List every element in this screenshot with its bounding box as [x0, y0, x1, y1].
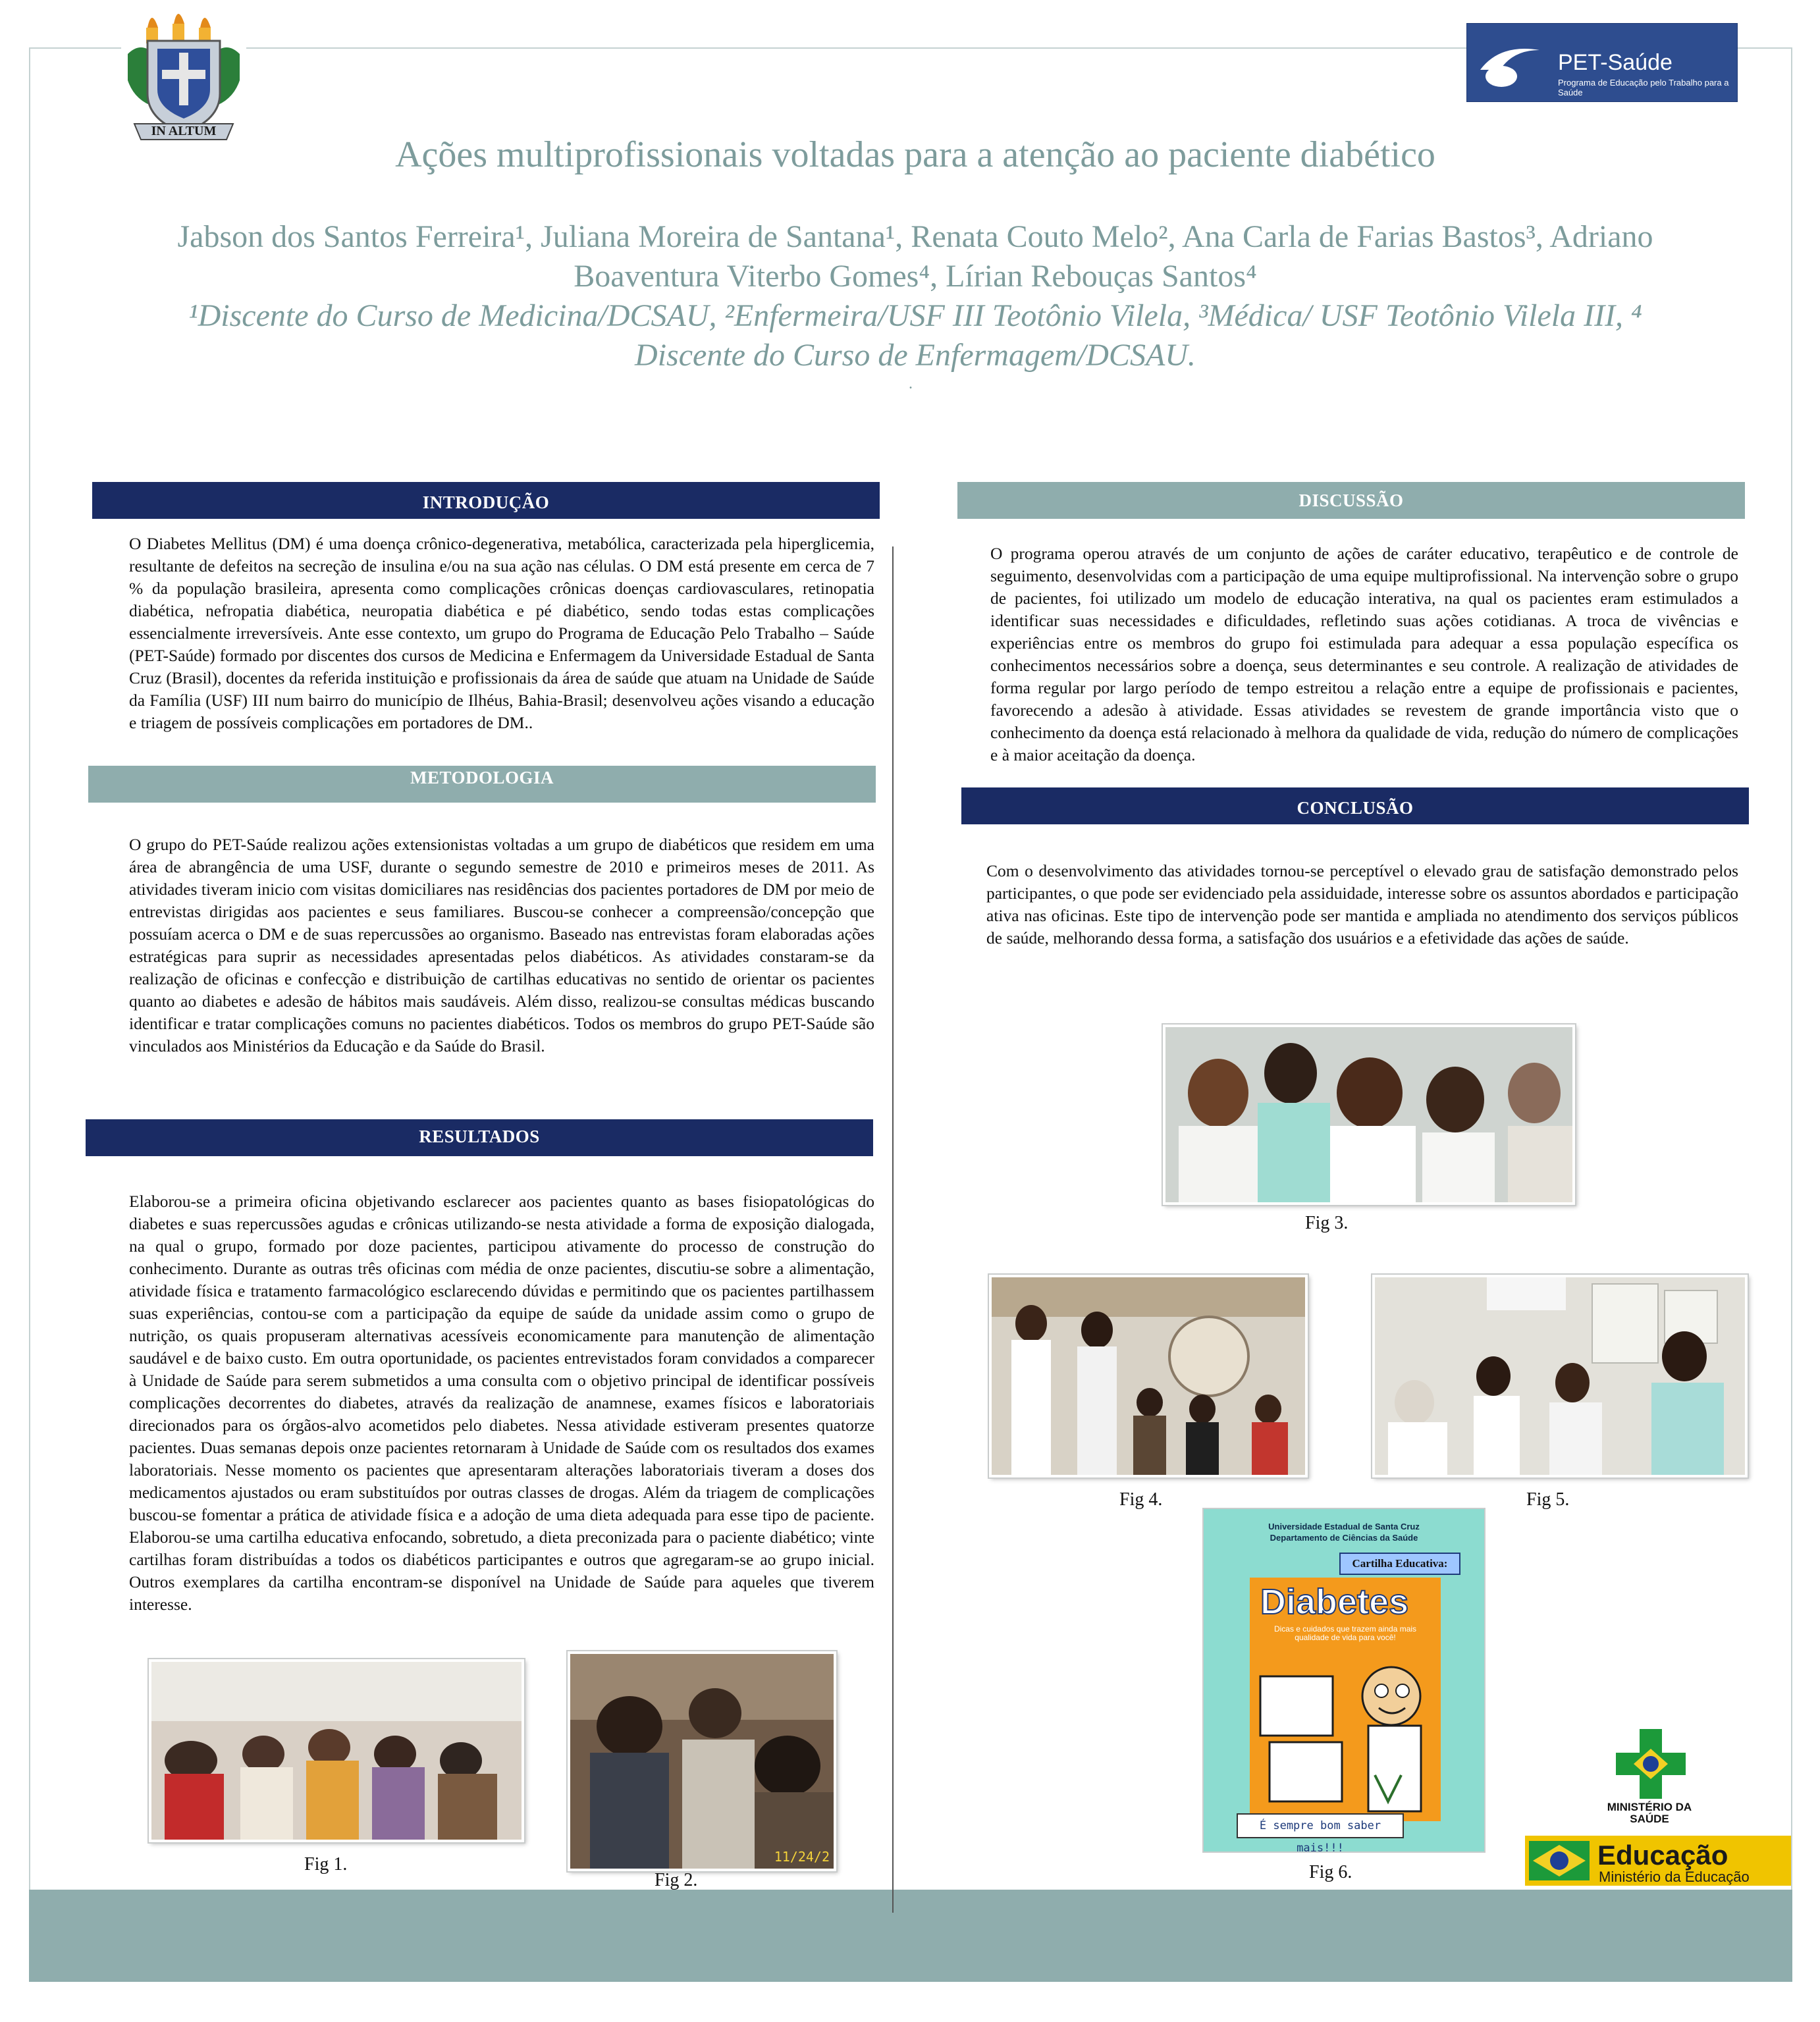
discussao-text: O programa operou através de um conjunto de ações de caráter educativo, terapêutico e de controle de seguimento, desenvolvidas com a participação de uma equipe multiprofissional. Na intervenção sobre o grupo de pacientes, foi utilizado um modelo de educação interativa, na qual os pacientes eram estimulados a identificar suas necessidades e dificuldades, refletindo suas ações cotidianas. A troca de vivências e experiências entre os membros do grupo foi estimulada para adequar a essa população específica os conhecimentos necessários sobre a doença, seus determinantes e seu controle. A realização de atividades de forma regular por largo período de tempo estreitou a relação entre a equipe de profissionais e pacientes, favorecendo a adesão à atividade. Essas atividades se revestem de grande importância visto que o conhecimento da doença está relacionado à melhora da qualidade de vida, redução do número de complicações e à maior aceitação da doença.	[990, 544, 1738, 764]
fig2-date-stamp: 11/24/2	[774, 1849, 830, 1865]
authors-line-1: Jabson dos Santos Ferreira¹, Juliana Moreira de Santana¹, Renata Couto Melo², Ana Carla de Farias Bastos³, Adriano	[177, 219, 1653, 254]
cartilha-subtitle: Dicas e cuidados que trazem ainda mais qualidade de vida para você!	[1273, 1624, 1417, 1642]
cartilha-footer: É sempre bom saber mais!!!	[1237, 1813, 1404, 1838]
fig4-photo	[989, 1275, 1308, 1477]
fig3-photo	[1163, 1024, 1575, 1205]
poster-title: Ações multiprofissionais voltadas para a atenção ao paciente diabético	[395, 134, 1435, 175]
fig1-photo	[149, 1659, 524, 1842]
fig5-caption: Fig 5.	[1526, 1489, 1570, 1510]
authors	[79, 217, 1752, 296]
separator-dot: .	[909, 375, 913, 392]
cartilha-institution	[1204, 1521, 1484, 1543]
affiliations-line-1: ¹Discente do Curso de Medicina/DCSAU, ²Enfermeira/USF III Teotônio Vilela, ³Médica/ USF Teotônio Vilela III, ⁴	[188, 298, 1642, 333]
introducao-text: O Diabetes Mellitus (DM) é uma doença crônico-degenerativa, metabólica, caracterizada pela hiperglicemia, resultante de defeitos na secreção de insulina e/ou na sua ação nas células. O DM está presente em cerca de 7 % da população brasileira, apresenta como complicações crônicas doenças cardiovasculares, retinopatia diabética, nefropatia diabética, neuropatia diabética e pé diabético, sendo todas estas complicações essencialmente irreversíveis. Ante esse contexto, um grupo do Programa de Educação Pelo Trabalho – Saúde (PET-Saúde) formado por discentes dos cursos de Medicina e Enfermagem da Universidade Estadual de Santa Cruz (Brasil), docentes da referida instituição e profissionais da área de saúde que atuam na Unidade de Saúde da Família (USF) III num bairro do município de Ilhéus, Bahia-Brasil; desenvolveu ações visando a educação e triagem de possíveis complicações em portadores de DM..	[129, 534, 874, 732]
resultados-text: Elaborou-se a primeira oficina objetivando esclarecer aos pacientes quanto as bases fisiopatológicas do diabetes e suas repercussões agudas e crônicas utilizando-se nesta atividade a forma de exposição dialogada, na qual o grupo, formado por doze pacientes, participou ativamente do processo de construção do conhecimento. Durante as outras três oficinas com média de onze pacientes, discutiu-se sobre a alimentação, atividade física e tratamento farmacológico esclarecendo dúvidas e permitindo que os pacientes partilhassem suas experiências, contou-se com a participação da equipe de saúde da unidade assim como o grupo de nutrição, os quais propuseram alternativas acessíveis economicamente para manutenção de alimentação saudável e de baixo custo. Em outra oportunidade, os pacientes entrevistados foram convidados a comparecer à Unidade de Saúde para serem submetidos a uma consulta com o objetivo principal de identificar possíveis complicações decorrentes do diabetes, através da realização de anamnese, exames físicos e laboratoriais direcionados para os órgãos-alvo acometidos pelo diabetes. Nessa atividade estiveram presentes quatorze pacientes. Duas semanas depois onze pacientes retornaram à Unidade de Saúde com os resultados dos exames laboratoriais. Nesse momento os pacientes que apresentaram alterações laboratoriais tiveram a doses dos medicamentos ajustados ou eram substituídos por outras classes de drogas. Além da triagem de complicações buscou-se fomentar a prática de atividade física e a adoção de uma dieta adequada para esse tipo de paciente. Elaborou-se uma cartilha educativa enfocando, sobretudo, a dieta preconizada para o paciente diabético; vinte cartilhas foram distribuídas a todos os diabéticos participantes e outros que agregaram-se ao grupo inicial. Outros exemplares da cartilha encontram-se disponível na Unidade de Saúde para aqueles que tiverem interesse.	[129, 1192, 874, 1614]
pet-logo-subtitle: Programa de Educação pelo Trabalho para a Saúde	[1558, 78, 1729, 97]
fig2-photo	[568, 1651, 836, 1871]
fig4-caption: Fig 4.	[1119, 1489, 1163, 1510]
ministerio-educacao-logo	[1525, 1836, 1791, 1886]
educacao-subtitle: Ministério da Educação	[1599, 1869, 1750, 1885]
fig2-caption: Fig 2.	[655, 1870, 698, 1890]
cartilha-title: Diabetes	[1260, 1582, 1409, 1622]
fig3-caption: Fig 3.	[1305, 1213, 1349, 1233]
educacao-title: Educação	[1597, 1840, 1728, 1871]
fig5-photo	[1372, 1275, 1748, 1477]
fig6-caption: Fig 6.	[1309, 1862, 1352, 1882]
authors-line-2: Boaventura Viterbo Gomes⁴, Lírian Rebouças Santos⁴	[574, 259, 1257, 294]
introducao-header: INTRODUÇÃO	[92, 482, 880, 519]
cartilha-institution-name: Universidade Estadual de Santa Cruz	[1268, 1522, 1420, 1531]
affiliations-line-2: Discente do Curso de Enfermagem/DCSAU.	[635, 338, 1196, 373]
conclusao-header: CONCLUSÃO	[961, 787, 1749, 824]
cartilha-department: Departamento de Ciências da Saúde	[1270, 1533, 1418, 1543]
ministerio-saude-label: MINISTÉRIO DA SAÚDE	[1607, 1801, 1692, 1825]
metodologia-header: METODOLOGIA	[88, 766, 876, 803]
metodologia-text: O grupo do PET-Saúde realizou ações extensionistas voltadas a um grupo de diabéticos que residem em uma área de abrangência de uma USF, durante o segundo semestre de 2010 e primeiros meses de 2011. As atividades tiveram inicio com visitas domiciliares nas residências dos pacientes portadores de DM por meio de entrevistas dirigidas aos pacientes e seus familiares. Buscou-se conhecer a compreensão/concepção que possuíam acerca o DM e de suas repercussões ao organismo. Baseado nas entrevistas foram elaboradas ações estratégicas para suprir as necessidades apresentadas pelos diabéticos. As atividades constaram-se da realização de oficinas e confecção e distribuição de cartilhas educativas no sentido de orientar os pacientes quanto ao diabetes e adesão de hábitos mais saudáveis. Além disso, realizou-se consultas médicas buscando identificar e tratar complicações comuns no pacientes diabéticos. Todos os membros do grupo PET-Saúde são vinculados aos Ministérios da Educação e da Saúde do Brasil.	[129, 835, 874, 1055]
fig1-caption: Fig 1.	[304, 1854, 348, 1875]
affiliations	[79, 296, 1752, 375]
column-divider	[892, 546, 894, 1913]
conclusao-text: Com o desenvolvimento das atividades tornou-se perceptível o elevado grau de satisfação demonstrado pelos participantes, o que pode ser evidenciado pela assiduidade, interesse sobre os assuntos abordados e participação ativa nas oficinas. Este tipo de intervenção pode ser mantida e ampliada no atendimento dos serviços públicos de saúde, melhorando dessa forma, a satisfação dos usuários e a efetividade das ações de saúde.	[986, 861, 1738, 947]
pet-logo-name: PET-Saúde	[1558, 50, 1673, 75]
fig6-cartilha-cover	[1204, 1509, 1484, 1855]
bottom-band	[29, 1890, 1792, 1982]
resultados-header: RESULTADOS	[86, 1119, 873, 1156]
university-crest-logo	[121, 1, 246, 153]
ministerio-saude-cross-icon	[1616, 1729, 1686, 1799]
discussao-header: DISCUSSÃO	[957, 482, 1745, 519]
cartilha-badge: Cartilha Educativa:	[1339, 1553, 1460, 1575]
pet-saude-logo	[1467, 24, 1737, 101]
crest-motto: IN ALTUM	[151, 124, 217, 138]
